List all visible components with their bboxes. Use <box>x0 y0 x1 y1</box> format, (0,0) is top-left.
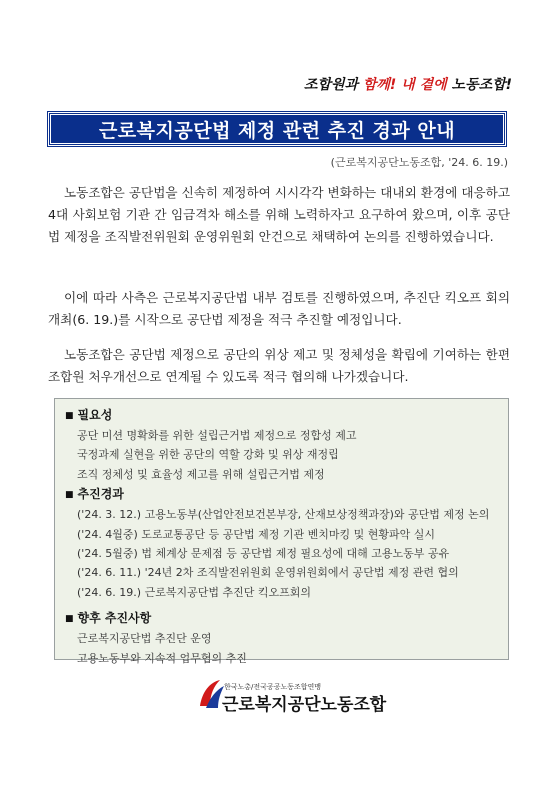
square-bullet-icon: ■ <box>65 614 74 625</box>
list-item: 공단 미션 명확화를 위한 설립근거법 제정으로 정합성 제고 <box>77 429 357 442</box>
list-item: ('24. 3. 12.) 고용노동부(산업안전보건본부장, 산재보상정책과장)와 공단법 제정 논의 <box>77 508 490 522</box>
list-item: 국정과제 실현을 위한 공단의 역할 강화 및 위상 재정립 <box>77 448 339 462</box>
paragraph-3: 노동조합은 공단법 제정으로 공단의 위상 제고 및 정체성을 확립에 기여하는 한편 조합원 처우개선으로 연계될 수 있도록 적극 협의해 나가겠습니다. <box>48 347 510 384</box>
logo-name: 근로복지공단노동조합 <box>222 695 387 715</box>
square-bullet-icon: ■ <box>65 490 74 501</box>
square-bullet-icon: ■ <box>65 411 74 421</box>
section-heading-necessity: ■ 필요성 <box>65 408 113 422</box>
source-line: (근로복지공단노동조합, '24. 6. 19.) <box>330 156 508 169</box>
logo-subtitle: 한국노총/전국공공노동조합연맹 <box>224 683 322 691</box>
list-item: ('24. 6. 19.) 근로복지공단법 추진단 킥오프회의 <box>77 585 311 599</box>
list-item: 조직 정체성 및 효율성 제고를 위해 설립근거법 제정 <box>77 467 325 481</box>
slogan-part2: 내 곁에 <box>396 77 447 93</box>
slogan-part3: 노동조합! <box>446 77 512 93</box>
page-title: 근로복지공단법 제정 관련 추진 경과 안내 <box>98 119 456 142</box>
list-item: ('24. 5월중) 법 체계상 문제점 등 공단법 제정 필요성에 대해 고용노동부 공유 <box>77 547 450 561</box>
list-item: ('24. 6. 11.) '24년 2차 조직발전위원회 운영위원회에서 공단법 제정 관련 협의 <box>77 566 459 580</box>
slogan-part1: 조합원과 <box>303 77 363 93</box>
list-item: 고용노동부와 지속적 업무협의 추진 <box>77 651 247 665</box>
slogan-red1: 함께! <box>362 77 397 93</box>
list-item: 근로복지공단법 추진단 운영 <box>77 632 212 646</box>
paragraph-1: 노동조합은 공단법을 신속히 제정하여 시시각각 변화하는 대내외 환경에 대응하고 4대 사회보험 기관 간 임금격차 해소를 위해 노력하자고 요구하여 왔으며, 이후 공단법 제정을 조직발전위원회 운영위원회 안건으로 채택하여 논의를 진행하였습니다. <box>48 185 510 244</box>
summary-box <box>54 398 509 665</box>
section-heading-progress: ■ 추진경과 <box>65 487 124 502</box>
slogan <box>304 74 512 94</box>
title-banner <box>48 112 506 146</box>
section-heading-future: ■ 향후 추진사항 <box>65 611 152 626</box>
list-item: ('24. 4월중) 도로교통공단 등 공단법 제정 기관 벤치마킹 및 현황파악 실시 <box>77 527 435 541</box>
paragraph-2: 이에 따라 사측은 근로복지공단법 내부 검토를 진행하였으며, 추진단 킥오프 회의 개최(6. 19.)를 시작으로 공단법 제정을 적극 추진할 예정입니다. <box>48 290 510 327</box>
